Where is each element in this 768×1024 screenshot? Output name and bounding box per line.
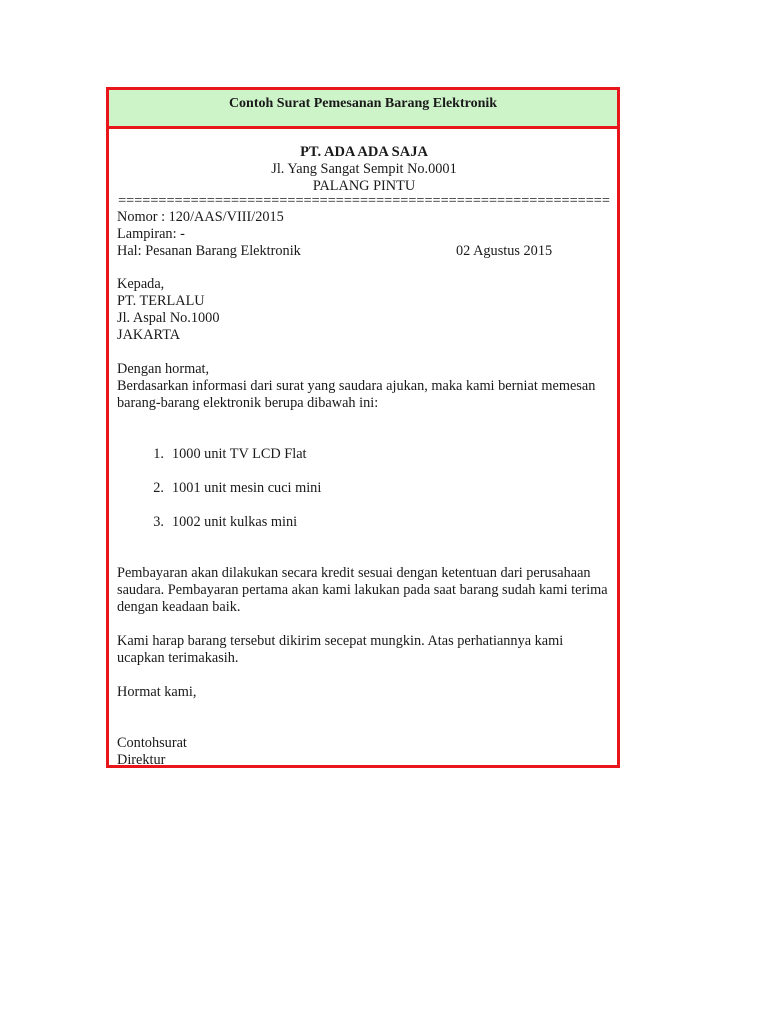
list-item-text: 1002 unit kulkas mini <box>172 514 298 530</box>
recipient-city: JAKARTA <box>117 327 181 343</box>
letter-header <box>109 90 617 129</box>
regards: Hormat kami, <box>117 684 197 700</box>
company-address: Jl. Yang Sangat Sempit No.0001 <box>271 161 457 177</box>
recipient-name: PT. TERLALU <box>117 293 205 309</box>
letter-body <box>109 144 617 769</box>
greeting: Dengan hormat, <box>117 361 210 377</box>
list-item-number: 2. <box>153 480 164 496</box>
letter-date: 02 Agustus 2015 <box>456 243 553 259</box>
list-item-number: 3. <box>153 514 164 530</box>
order-list <box>117 446 611 548</box>
signature-title: Direktur <box>117 752 166 768</box>
list-item <box>117 514 611 548</box>
list-item <box>117 446 611 480</box>
intro-paragraph: Berdasarkan informasi dari surat yang saudara ajukan, maka kami berniat memesan barang-barang elektronik berupa dibawah ini: <box>117 378 596 411</box>
letter-number: Nomor : 120/AAS/VIII/2015 <box>117 209 284 225</box>
letter-subject-row <box>117 243 611 260</box>
list-item <box>117 480 611 514</box>
letter-header-title: Contoh Surat Pemesanan Barang Elektronik <box>228 96 498 111</box>
recipient-address: Jl. Aspal No.1000 <box>117 310 220 326</box>
letterhead-divider: ============================================================= <box>118 195 610 209</box>
list-item-text: 1000 unit TV LCD Flat <box>172 446 307 462</box>
payment-paragraph: Pembayaran akan dilakukan secara kredit sesuai dengan ketentuan dari perusahaan saudara. Pembayaran pertama akan kami lakukan pada saat barang sudah kami terima dengan keadaan baik. <box>117 565 608 615</box>
company-name: PT. ADA ADA SAJA <box>300 144 428 160</box>
closing-paragraph: Kami harap barang tersebut dikirim secepat mungkin. Atas perhatiannya kami ucapkan terimakasih. <box>117 633 564 666</box>
recipient-salutation: Kepada, <box>117 276 165 292</box>
signature-name: Contohsurat <box>117 735 187 751</box>
letter-attachment: Lampiran: - <box>117 226 185 242</box>
letter-subject: Hal: Pesanan Barang Elektronik <box>117 243 301 259</box>
list-item-number: 1. <box>153 446 164 462</box>
letter-frame <box>106 87 620 768</box>
company-city: PALANG PINTU <box>312 178 416 194</box>
list-item-text: 1001 unit mesin cuci mini <box>172 480 322 496</box>
